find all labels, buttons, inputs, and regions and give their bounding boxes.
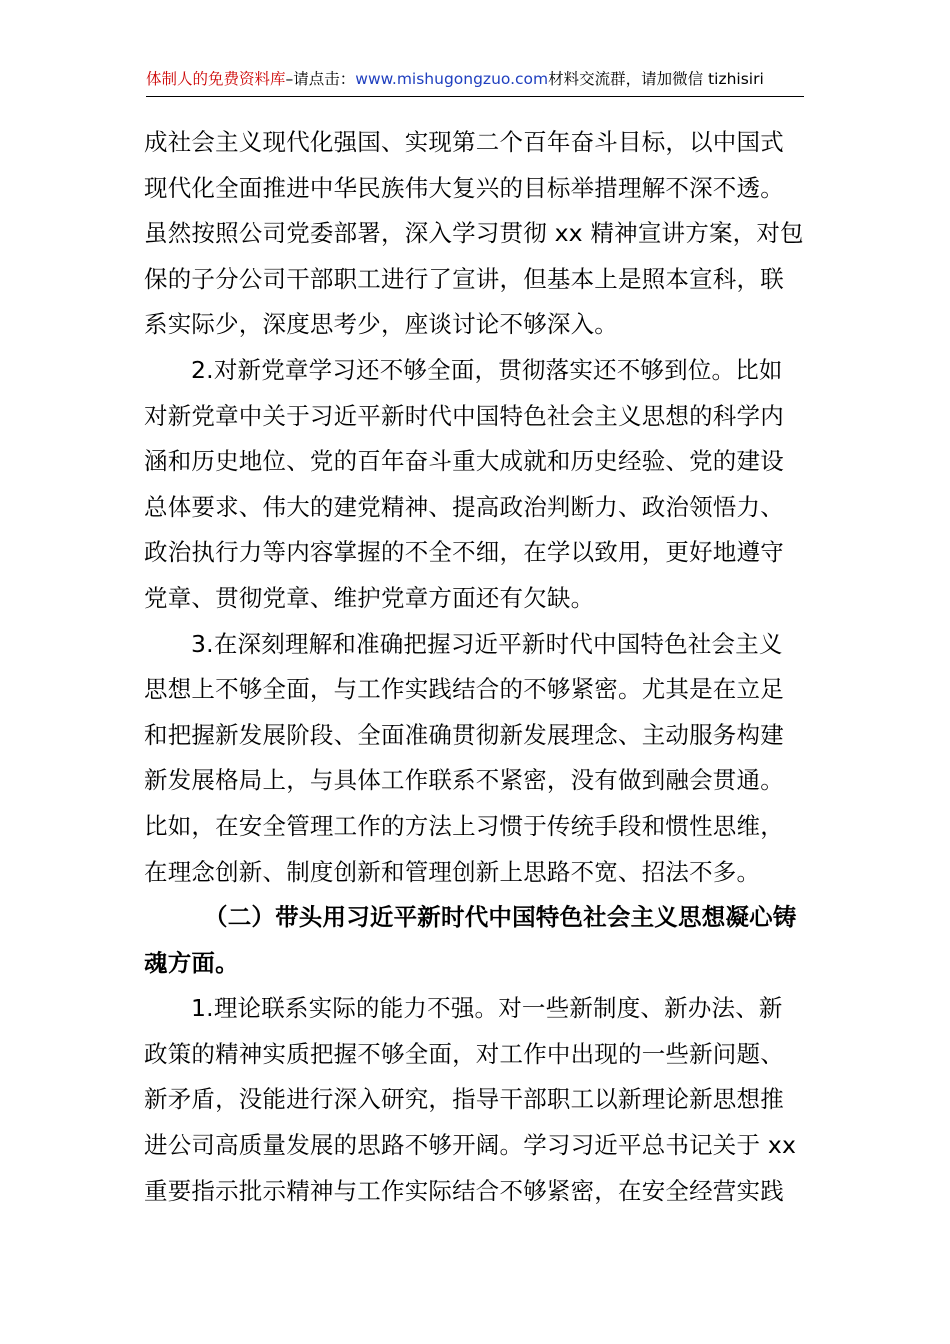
body-line: 涵和历史地位、党的百年奋斗重大成就和历史经验、党的建设	[144, 447, 784, 476]
header-brand: 体制人的免费资料库	[146, 70, 286, 88]
body-line: 新发展格局上，与具体工作联系不紧密，没有做到融会贯通。	[144, 766, 784, 795]
body-line-paragraph-start: 3.在深刻理解和准确把握习近平新时代中国特色社会主义	[191, 629, 783, 658]
header-contact-text: 材料交流群，请加微信 tizhisiri	[548, 70, 764, 88]
body-line: 对新党章中关于习近平新时代中国特色社会主义思想的科学内	[144, 401, 784, 430]
body-line: 比如，在安全管理工作的方法上习惯于传统手段和惯性思维，	[144, 811, 784, 840]
body-line: 重要指示批示精神与工作实际结合不够紧密，在安全经营实践	[144, 1176, 784, 1205]
body-line: 在理念创新、制度创新和管理创新上思路不宽、招法不多。	[144, 857, 761, 886]
body-line: 党章、贯彻党章、维护党章方面还有欠缺。	[144, 583, 595, 612]
body-line: 和把握新发展阶段、全面准确贯彻新发展理念、主动服务构建	[144, 720, 784, 749]
body-line-paragraph-start: 2.对新党章学习还不够全面，贯彻落实还不够到位。比如	[191, 355, 783, 384]
body-line: 新矛盾，没能进行深入研究，指导干部职工以新理论新思想推	[144, 1085, 784, 1114]
body-line: 政策的精神实质把握不够全面，对工作中出现的一些新问题、	[144, 1039, 784, 1068]
header-click-prompt: –请点击：	[285, 70, 356, 88]
body-line: 思想上不够全面，与工作实践结合的不够紧密。尤其是在立足	[144, 675, 784, 704]
body-line: 系实际少，深度思考少，座谈讨论不够深入。	[144, 310, 618, 339]
header-website-link[interactable]: www.mishugongzuo.com	[355, 70, 549, 88]
body-line-paragraph-start: 1.理论联系实际的能力不强。对一些新制度、新办法、新	[191, 994, 783, 1023]
body-line: 政治执行力等内容掌握的不全不细，在学以致用，更好地遵守	[144, 538, 784, 567]
document-body	[144, 120, 808, 1214]
body-line: 成社会主义现代化强国、实现第二个百年奋斗目标，以中国式	[144, 128, 784, 156]
body-line: 虽然按照公司党委部署，深入学习贯彻 xx 精神宣讲方案，对包	[144, 219, 804, 248]
body-line: 总体要求、伟大的建党精神、提高政治判断力、政治领悟力、	[144, 492, 784, 521]
section-heading: （二）带头用习近平新时代中国特色社会主义思想凝心铸	[204, 903, 797, 932]
page-header	[146, 62, 804, 97]
body-line: 保的子分公司干部职工进行了宣讲，但基本上是照本宣科，联	[144, 264, 784, 293]
body-line: 进公司高质量发展的思路不够开阔。学习习近平总书记关于 xx	[144, 1131, 797, 1160]
body-line: 现代化全面推进中华民族伟大复兴的目标举措理解不深不透。	[144, 173, 784, 202]
section-heading-continued: 魂方面。	[144, 948, 239, 977]
